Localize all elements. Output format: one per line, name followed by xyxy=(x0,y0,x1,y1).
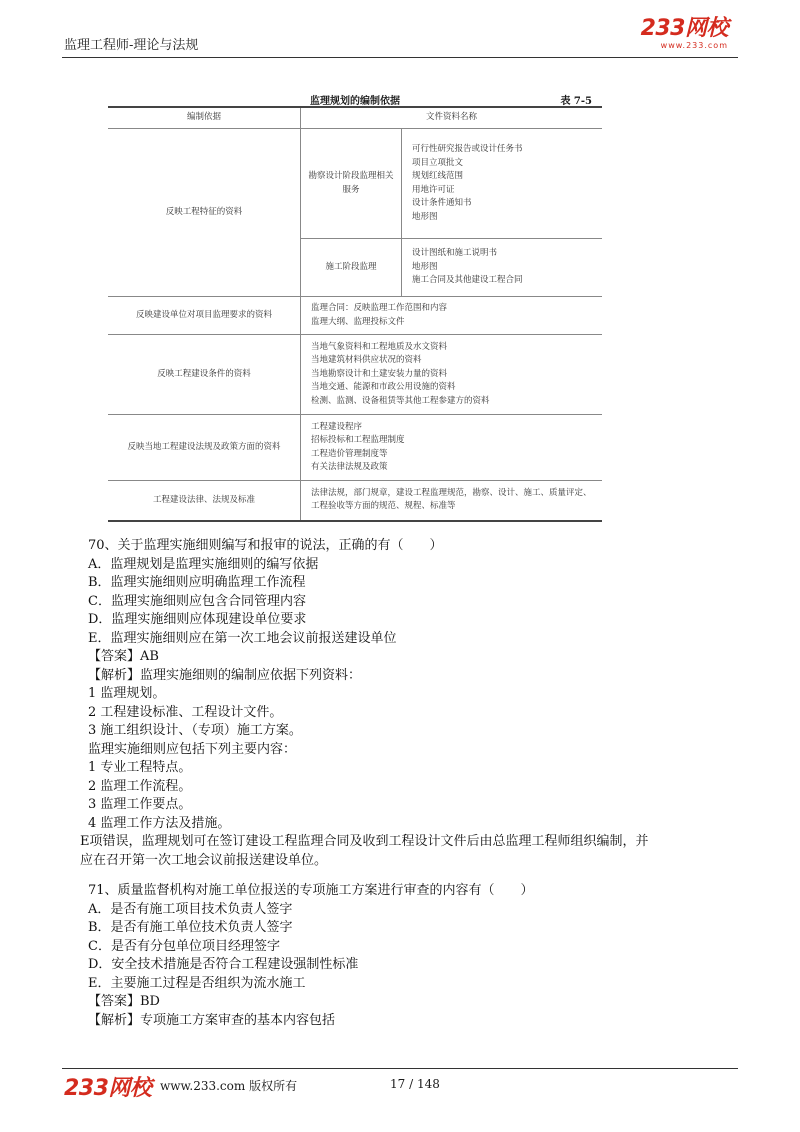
phase-cell: 勘察设计阶段监理相关服务 xyxy=(301,129,402,239)
doc-item: 检测、监测、设备租赁等其他工程参建方的资料 xyxy=(311,395,490,406)
answer: 【答案】AB xyxy=(88,649,159,664)
option-c: C．是否有分包单位项目经理签字 xyxy=(88,938,280,954)
footer-logo: 233网校 xyxy=(64,1076,152,1101)
doc-item: 规划红线范围 xyxy=(412,171,464,181)
doc-item: 工程建设程序 xyxy=(311,421,363,432)
docs-cell xyxy=(301,415,603,481)
footer-copyright: www.233.com 版权所有 xyxy=(160,1079,298,1093)
doc-item: 监理合同：反映监理工作范围和内容 xyxy=(311,303,448,313)
content-item: 4 监理工作方法及措施。 xyxy=(88,815,231,831)
table-row xyxy=(108,481,602,521)
question-stem: 71、质量监督机构对施工单位报送的专项施工方案进行审查的内容有（ ） xyxy=(88,883,534,898)
doc-item: 当地建筑材料供应状况的资料 xyxy=(311,355,422,366)
page-number: 17 / 148 xyxy=(390,1077,440,1091)
doc-item: 监理大纲、监理投标文件 xyxy=(311,316,405,327)
table-row xyxy=(108,129,602,239)
header-divider xyxy=(62,57,738,58)
doc-item: 用地许可证 xyxy=(412,184,455,195)
doc-item: 工程造价管理制度等 xyxy=(311,448,388,459)
table-row xyxy=(108,297,602,335)
doc-item: 施工合同及其他建设工程合同 xyxy=(412,275,523,286)
col-header-basis: 编制依据 xyxy=(108,107,301,129)
table-row xyxy=(108,335,602,415)
doc-item: 当地气象资料和工程地质及水文资料 xyxy=(311,341,448,352)
doc-item: 可行性研究报告或设计任务书 xyxy=(412,144,523,154)
question-70 xyxy=(80,537,728,870)
brand-logo xyxy=(641,18,728,50)
basis-cell: 反映工程特征的资料 xyxy=(108,129,301,297)
option-e: E．主要施工过程是否组织为流水施工 xyxy=(88,975,306,991)
basis-table-figure xyxy=(108,84,602,522)
basis-item: 3 施工组织设计、（专项）施工方案。 xyxy=(88,723,302,738)
option-d: D．监理实施细则应体现建设单位要求 xyxy=(88,612,307,627)
doc-item: 法律法规，部门规章，建设工程监理规范，勘察、设计、施工、质量评定、工程验收等方面的规范、规程、标准等 xyxy=(311,487,592,512)
question-content xyxy=(80,537,728,1030)
option-b: B．监理实施细则应明确监理工作流程 xyxy=(88,575,306,590)
analysis: 【解析】监理实施细则的编制应依据下列资料： xyxy=(88,667,362,683)
docs-cell xyxy=(402,239,603,297)
basis-table xyxy=(108,106,602,522)
basis-cell: 反映工程建设条件的资料 xyxy=(108,335,301,415)
docs-cell xyxy=(301,335,603,415)
option-e: E．监理实施细则应在第一次工地会议前报送建设单位 xyxy=(88,630,397,646)
analysis: 【解析】专项施工方案审查的基本内容包括 xyxy=(88,1012,336,1028)
explanation-line: 应在召开第一次工地会议前报送建设单位。 xyxy=(80,852,328,868)
question-71 xyxy=(88,882,728,1030)
option-b: B．是否有施工单位技术负责人签字 xyxy=(88,920,293,935)
basis-item: 2 工程建设标准、工程设计文件。 xyxy=(88,704,283,720)
option-c: C．监理实施细则应包含合同管理内容 xyxy=(88,593,306,609)
doc-item: 地形图 xyxy=(412,211,438,222)
doc-item: 有关法律法规及政策 xyxy=(311,462,388,472)
content-intro: 监理实施细则应包括下列主要内容： xyxy=(88,741,297,757)
basis-cell: 反映当地工程建设法规及政策方面的资料 xyxy=(108,415,301,481)
table-caption xyxy=(108,84,602,106)
option-a: A．监理规划是监理实施细则的编写依据 xyxy=(88,556,319,572)
question-stem: 70、关于监理实施细则编写和报审的说法，正确的有（ ） xyxy=(88,538,443,553)
table-row xyxy=(108,415,602,481)
doc-item: 项目立项批文 xyxy=(412,157,464,168)
basis-cell: 工程建设法律、法规及标准 xyxy=(108,481,301,521)
answer: 【答案】BD xyxy=(88,994,160,1009)
table-header-row xyxy=(108,107,602,129)
page-header-title: 监理工程师-理论与法规 xyxy=(64,38,199,53)
table-number: 表 7-5 xyxy=(560,96,592,107)
brand-logo-url: www.233.com xyxy=(660,41,728,50)
docs-cell xyxy=(301,297,603,335)
phase-cell: 施工阶段监理 xyxy=(301,239,402,297)
brand-logo-text: 233网校 xyxy=(640,16,728,41)
content-item: 1 专业工程特点。 xyxy=(88,760,192,775)
basis-item: 1 监理规划。 xyxy=(88,686,166,701)
doc-item: 设计图纸和施工说明书 xyxy=(412,248,498,259)
footer-divider xyxy=(62,1068,738,1069)
doc-item: 地形图 xyxy=(412,261,438,272)
content-item: 2 监理工作流程。 xyxy=(88,778,192,794)
table-title: 监理规划的编制依据 xyxy=(310,96,400,107)
content-item: 3 监理工作要点。 xyxy=(88,797,192,812)
doc-item: 当地交通、能源和市政公用设施的资料 xyxy=(311,382,456,393)
col-header-docs: 文件资料名称 xyxy=(301,107,603,129)
option-d: D．安全技术措施是否符合工程建设强制性标准 xyxy=(88,957,359,972)
docs-cell xyxy=(402,129,603,239)
doc-item: 招标投标和工程监理制度 xyxy=(311,435,405,445)
docs-cell xyxy=(301,481,603,521)
explanation-line: E项错误，监理规划可在签订建设工程监理合同及收到工程设计文件后由总监理工程师组织编制，并 xyxy=(80,834,649,849)
doc-item: 设计条件通知书 xyxy=(412,198,472,208)
basis-cell: 反映建设单位对项目监理要求的资料 xyxy=(108,297,301,335)
option-a: A．是否有施工项目技术负责人签字 xyxy=(88,901,293,917)
doc-item: 当地勘察设计和土建安装力量的资料 xyxy=(311,368,448,379)
